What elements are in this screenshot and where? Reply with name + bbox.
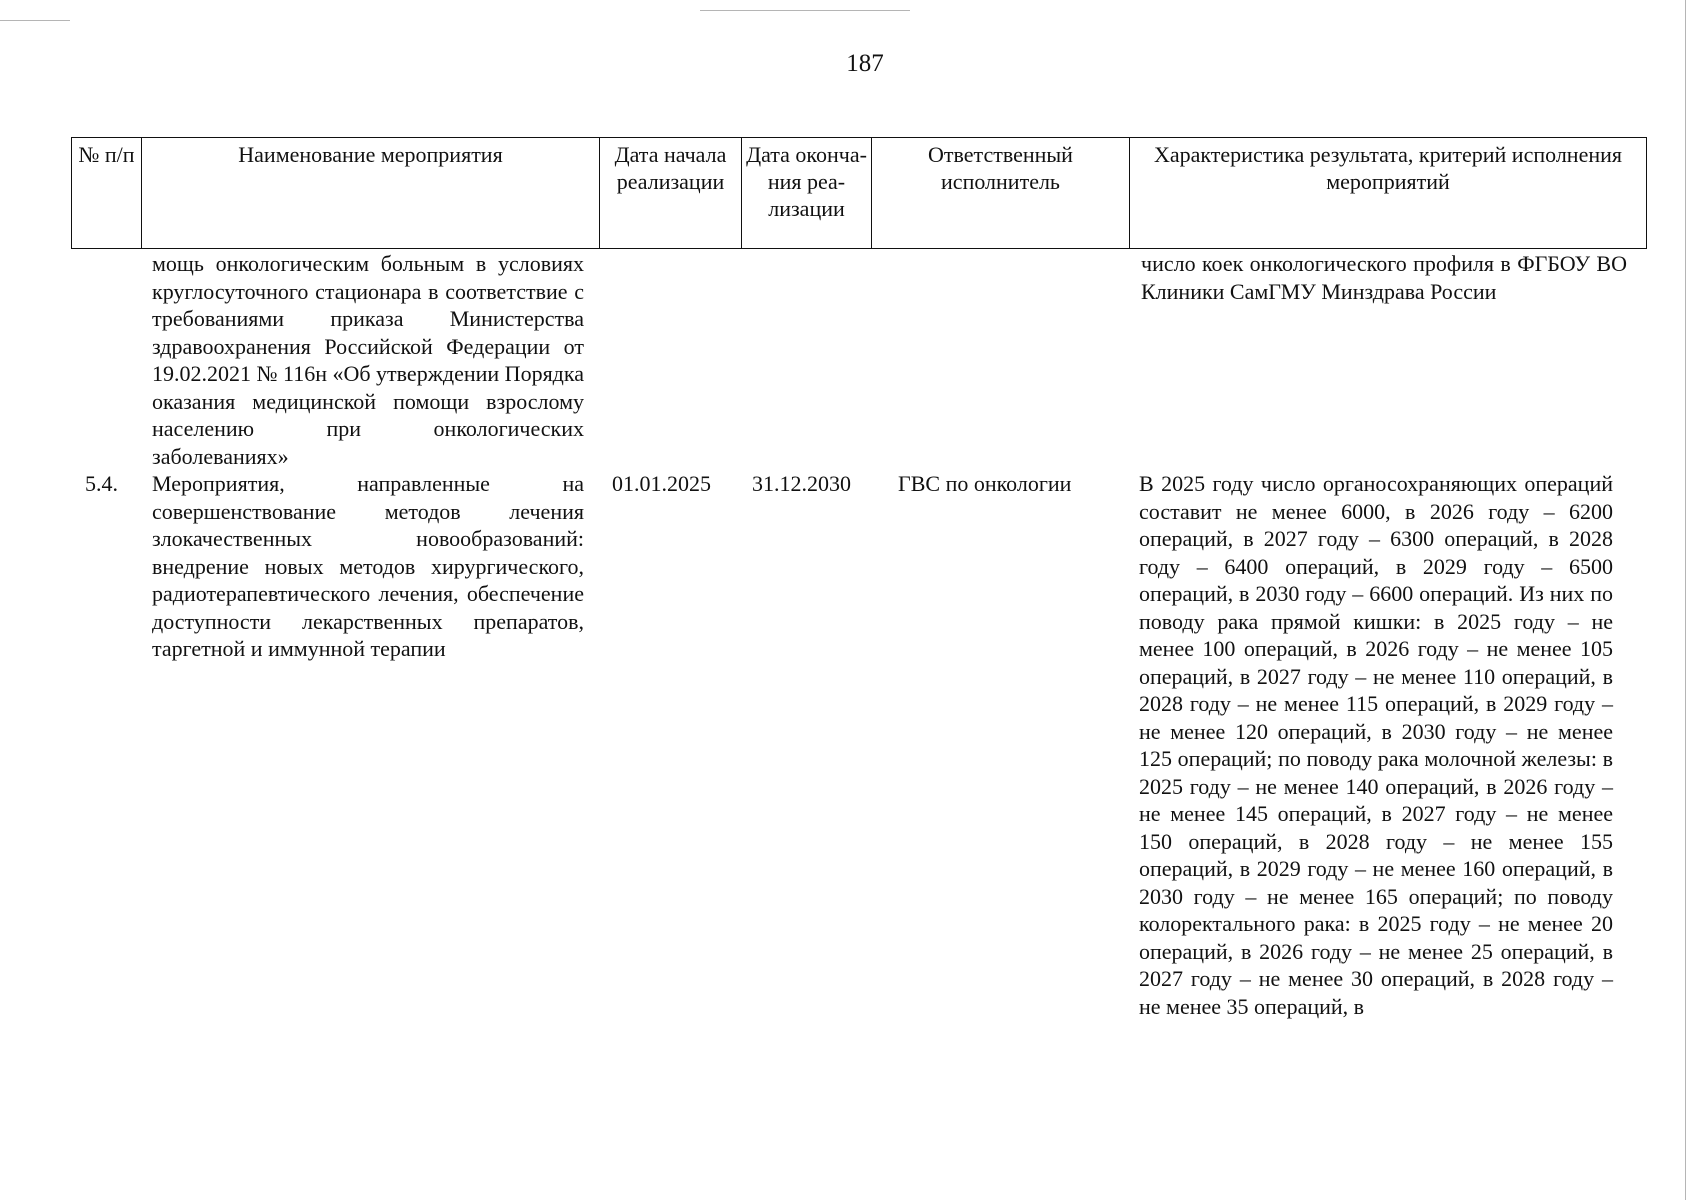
scan-mark	[1685, 0, 1686, 1200]
page-number: 187	[846, 50, 884, 77]
row-responsible: ГВС по онкологии	[898, 471, 1072, 496]
continuation-name: мощь онкологическим больным в условиях круглосуточного стационара в соответствие с требованиями приказа Министерства здравоохранения Российской Федерации от 19.02.2021 № 116н «Об утверждении Порядка оказания медицинской помощи взрослому населению при онкологических заболеваниях»	[152, 251, 584, 469]
row-name: Мероприятия, направленные на совершенствование методов лечения злокачественных новообразований: внедрение новых методов хирургического, радиотерапевтического лечения, обеспечение доступности лекарственных препаратов, таргетной и иммунной терапии	[152, 471, 584, 661]
header-responsible: Ответственный исполнитель	[872, 138, 1130, 249]
header-num: № п/п	[72, 138, 142, 249]
row-number: 5.4.	[85, 471, 118, 496]
row-result: В 2025 году число органосохраняющих операций составит не менее 6000, в 2026 году – 6200 операций, в 2027 году – 6300 операций, в 2028 году – 6400 операций, в 2029 году – 6500 операций, в 2030 году – 6600 операций. Из них по поводу рака прямой кишки: в 2025 году – не менее 100 операций, в 2026 году – не менее 105 операций, в 2027 году – не менее 110 операций, в 2028 году – не менее 115 операций, в 2029 году – не менее 120 операций, в 2030 году – не менее 125 операций; по поводу рака молочной железы: в 2025 году – не менее 140 операций, в 2026 году – не менее 145 операций, в 2027 году – не менее 150 операций, в 2028 году – не менее 155 операций, в 2029 году – не менее 160 операций, в 2030 году – не менее 165 операций; по поводу колоректального рака: в 2025 году – не менее 20 операций, в 2026 году – не менее 25 операций, в 2027 году – не менее 30 операций, в 2028 году – не менее 35 операций, в	[1139, 471, 1613, 1019]
scan-mark	[700, 10, 910, 11]
scan-mark	[0, 20, 70, 21]
row-end-date: 31.12.2030	[752, 471, 851, 496]
header-name: Наименование мероприятия	[142, 138, 600, 249]
header-end-date: Дата оконча-ния реа-лизации	[742, 138, 872, 249]
table-header	[71, 137, 1647, 249]
header-result: Характеристика результата, критерий исполнения мероприятий	[1130, 138, 1647, 249]
header-start-date: Дата начала реализации	[600, 138, 742, 249]
continuation-result: число коек онкологического профиля в ФГБОУ ВО Клиники СамГМУ Минздрава России	[1141, 251, 1627, 304]
row-start-date: 01.01.2025	[612, 471, 711, 496]
